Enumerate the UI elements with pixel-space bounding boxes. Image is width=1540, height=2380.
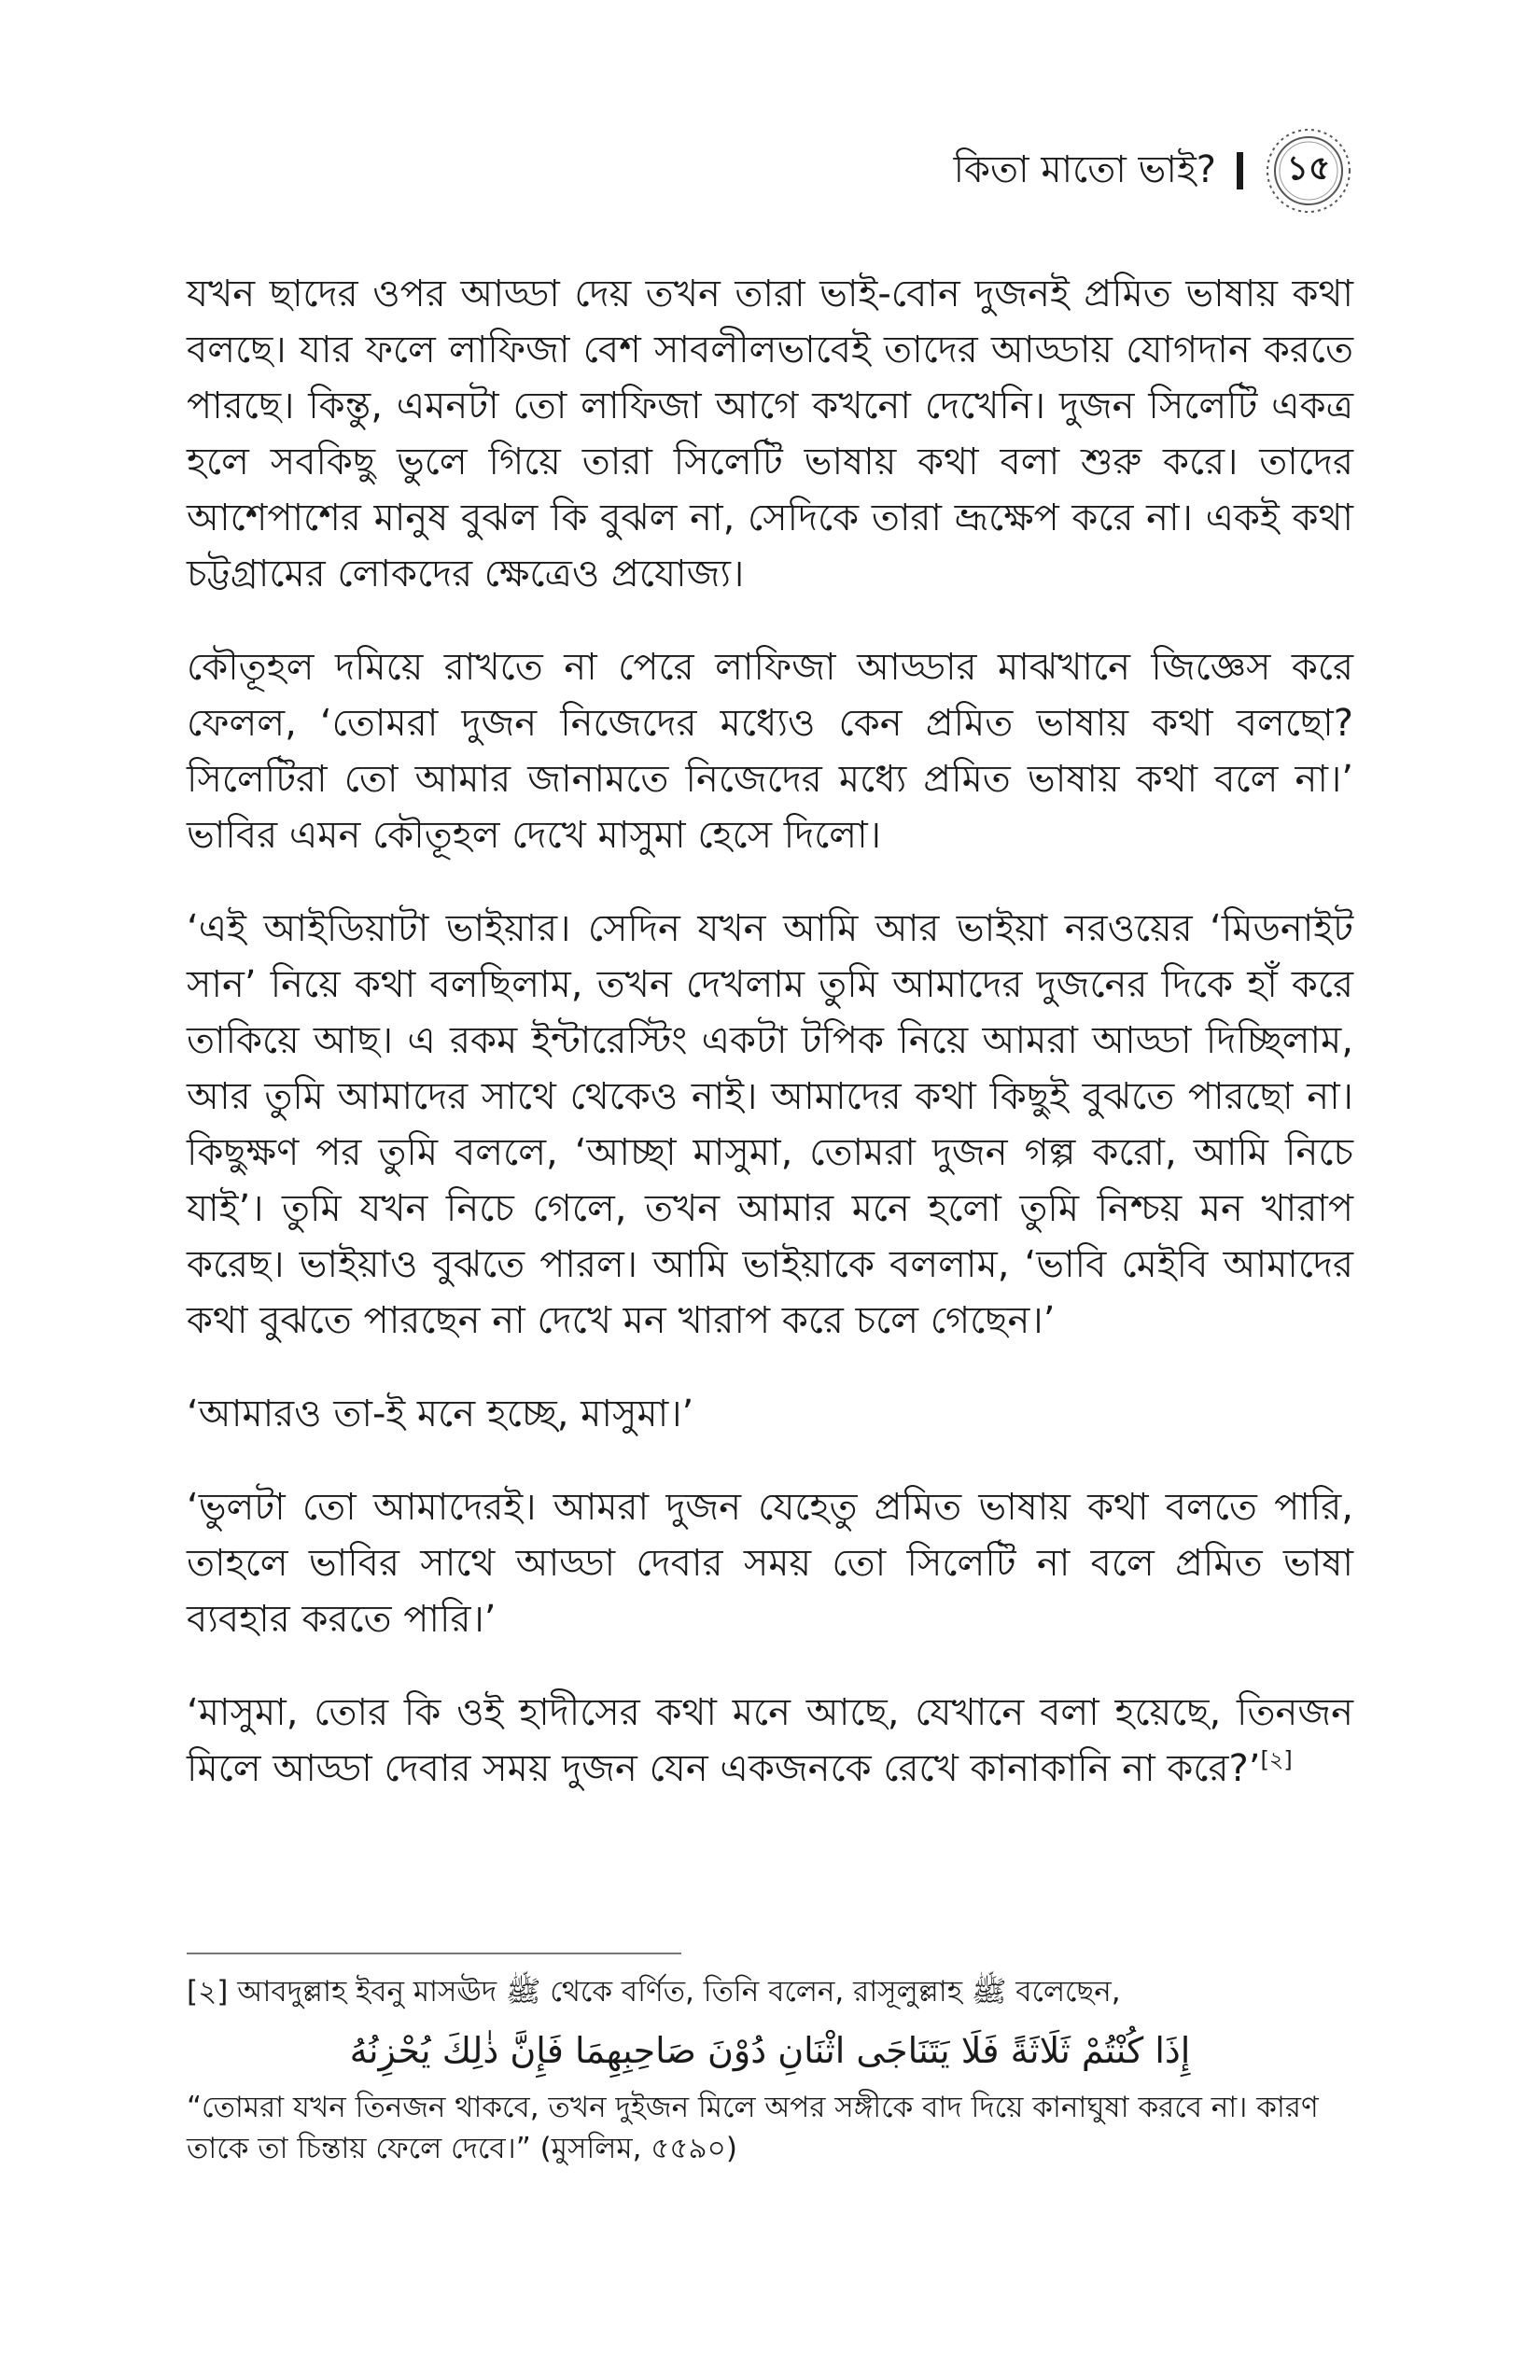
footnote-translation: “তোমরা যখন তিনজন থাকবে, তখন দুইজন মিলে অপর সঙ্গীকে বাদ দিয়ে কানাঘুষা করবে না। কারণ তাকে তা চিন্তায় ফেলে দেবে।” (মুসলিম, ৫৫৯০) — [187, 2091, 1319, 2165]
header-divider — [1237, 152, 1243, 189]
paragraph-4: ‘আমারও তা-ই মনে হচ্ছে, মাসুমা।’ — [187, 1393, 694, 1435]
paragraph-5: ‘ভুলটা তো আমাদেরই। আমরা দুজন যেহেতু প্রমিত ভাষায় কথা বলতে পারি, তাহলে ভাবির সাথে আড্ডা দেবার সময় তো সিলেটি না বলে প্রমিত ভাষা ব্যবহার করতে পারি।’ — [187, 1486, 1353, 1641]
footnote — [187, 1971, 1353, 2169]
footnote-source-line: [২] আবদুল্লাহ ইবনু মাসঊদ ﷺ থেকে বর্ণিত, তিনি বলেন, রাসূলুল্লাহ ﷺ বলেছেন, — [187, 1975, 1121, 2009]
running-title: কিতা মাতো ভাই? — [953, 147, 1216, 191]
paragraph-1: যখন ছাদের ওপর আড্ডা দেয় তখন তারা ভাই-বোন দুজনই প্রমিত ভাষায় কথা বলছে। যার ফলে লাফিজা বেশ সাবলীলভাবেই তাদের আড্ডায় যোগদান করতে পারছে। কিন্তু, এমনটা তো লাফিজা আগে কখনো দেখেনি। দুজন সিলেটি একত্র হলে সবকিছু ভুলে গিয়ে তারা সিলেটি ভাষায় কথা বলা শুরু করে। তাদের আশেপাশের মানুষ বুঝল কি বুঝল না, সেদিকে তারা ভ্রূক্ষেপ করে না। একই কথা চট্টগ্রামের লোকদের ক্ষেত্রেও প্রযোজ্য। — [187, 273, 1353, 595]
paragraph-2: কৌতূহল দমিয়ে রাখতে না পেরে লাফিজা আড্ডার মাঝখানে জিজ্ঞেস করে ফেলল, ‘তোমরা দুজন নিজেদের মধ্যেও কেন প্রমিত ভাষায় কথা বলছো? সিলেটিরা তো আমার জানামতে নিজেদের মধ্যে প্রমিত ভাষায় কথা বলে না।’ ভাবির এমন কৌতূহল দেখে মাসুমা হেসে দিলো। — [187, 646, 1353, 857]
paragraph-6 — [187, 1685, 1353, 1797]
paragraph-3: ‘এই আইডিয়াটা ভাইয়ার। সেদিন যখন আমি আর ভাইয়া নরওয়ের ‘মিডনাইট সান’ নিয়ে কথা বলছিলাম, তখন দেখলাম তুমি আমাদের দুজনের দিকে হাঁ করে তাকিয়ে আছ। এ রকম ইন্টারেস্টিং একটা টপিক নিয়ে আমরা আড্ডা দিচ্ছিলাম, আর তুমি আমাদের সাথে থেকেও নাই। আমাদের কথা কিছুই বুঝতে পারছো না। কিছুক্ষণ পর তুমি বললে, ‘আচ্ছা মাসুমা, তোমরা দুজন গল্প করো, আমি নিচে যাই’। তুমি যখন নিচে গেলে, তখন আমার মনে হলো তুমি নিশ্চয় মন খারাপ করেছ। ভাইয়াও বুঝতে পারল। আমি ভাইয়াকে বললাম, ‘ভাবি মেইবি আমাদের কথা বুঝতে পারছেন না দেখে মন খারাপ করে চলে গেছেন।’ — [187, 907, 1353, 1342]
page-header — [954, 126, 1353, 216]
paragraph-6-text: ‘মাসুমা, তোর কি ওই হাদীসের কথা মনে আছে, যেখানে বলা হয়েছে, তিনজন মিলে আড্ডা দেবার সময় দুজন যেন একজনকে রেখে কানাকানি না করে?’ — [187, 1691, 1353, 1790]
footnote-divider — [187, 1953, 681, 1954]
footnote-arabic-hadith: إِذَا كُنْتُمْ ثَلَاثَةً فَلَا يَتَنَاجَى اثْنَانِ دُوْنَ صَاحِبِهِمَا فَإِنَّ ذٰلِكَ يُحْزِنُهُ — [349, 2030, 1191, 2071]
page-number-ornament — [1264, 126, 1353, 216]
page-number: ১৫ — [1286, 149, 1331, 188]
footnote-reference[interactable]: [২] — [1260, 1746, 1293, 1773]
body-text — [187, 266, 1353, 1834]
